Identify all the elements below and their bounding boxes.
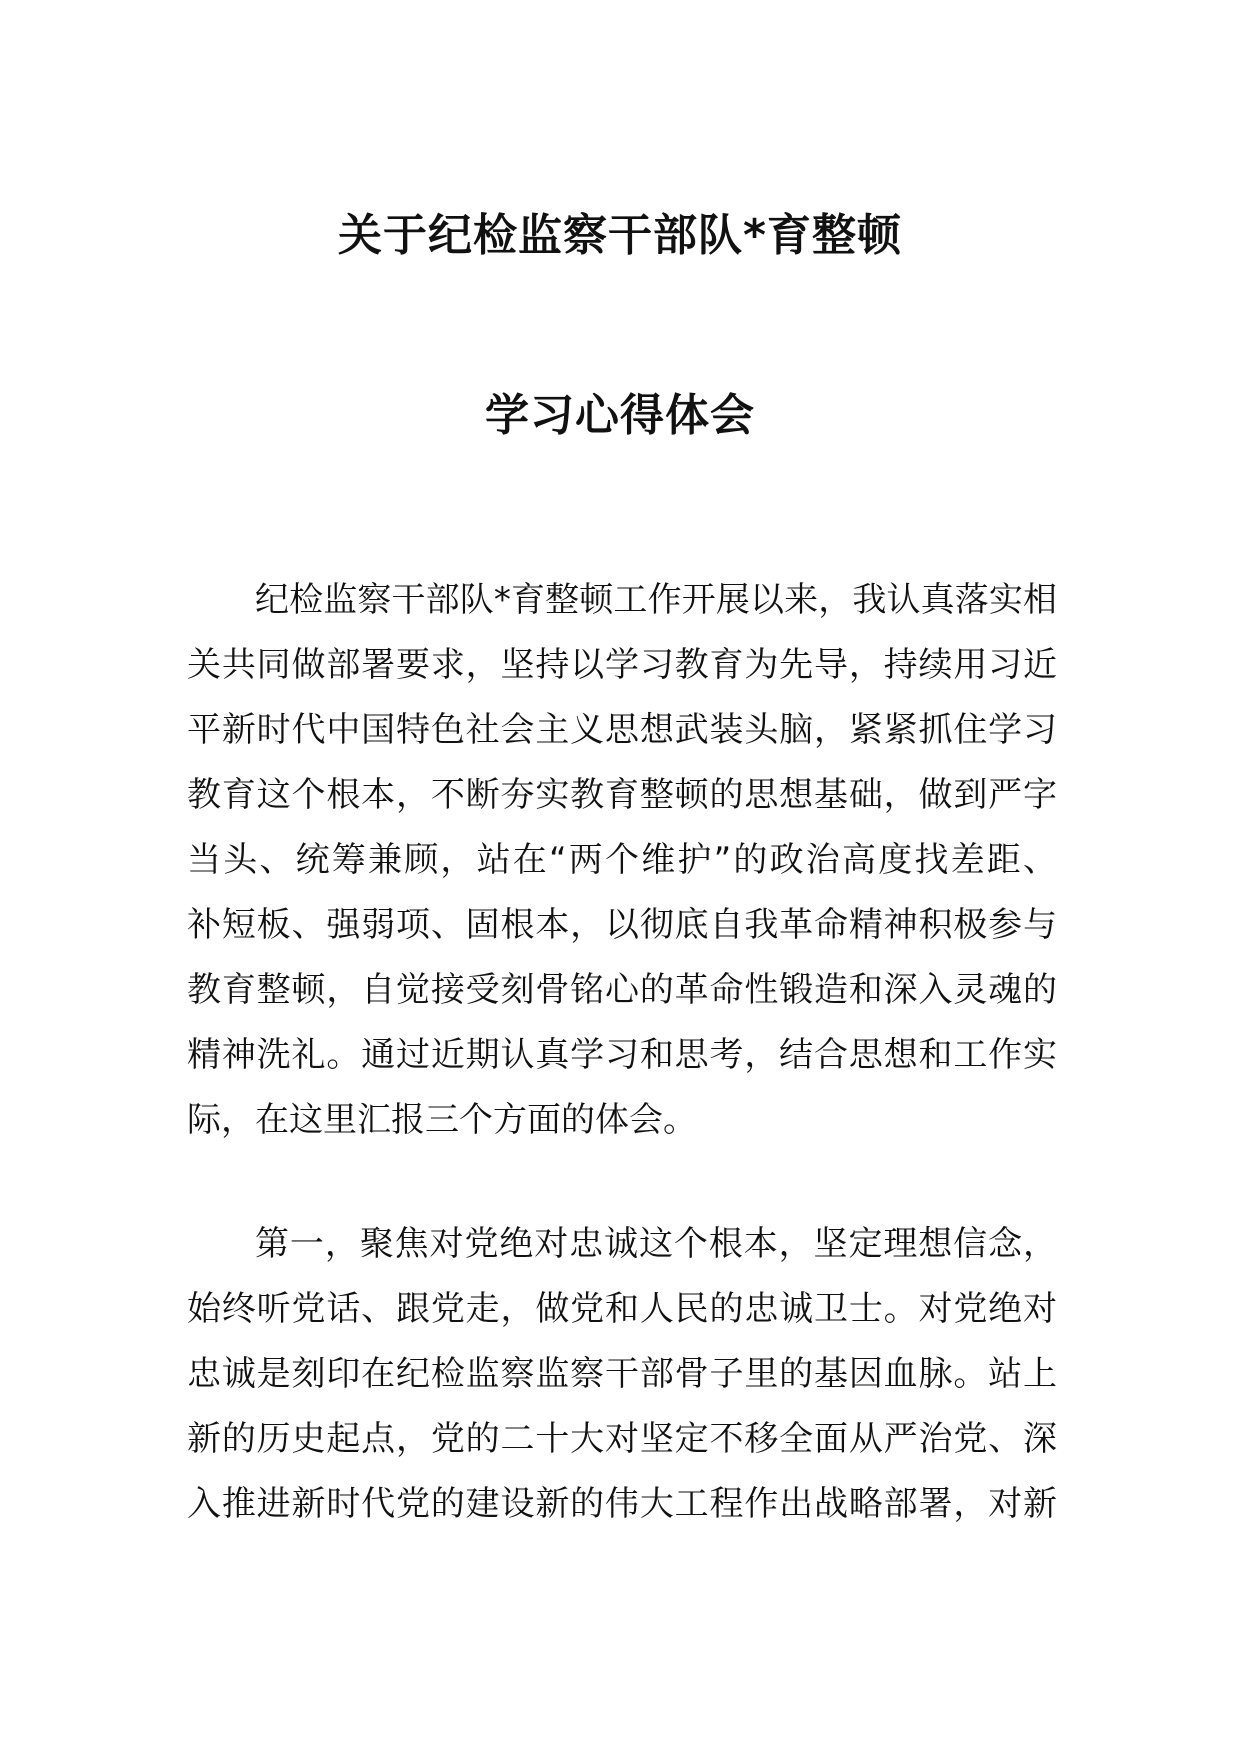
paragraph-line: 关共同做部署要求，坚持以学习教育为先导，持续用习近	[187, 645, 1057, 685]
paragraph-line: 平新时代中国特色社会主义思想武装头脑，紧紧抓住学习	[187, 710, 1057, 750]
document-title-line-2: 学习心得体会	[485, 390, 755, 441]
paragraph-line: 教育这个根本，不断夯实教育整顿的思想基础，做到严字	[187, 775, 1057, 815]
paragraph-line: 教育整顿，自觉接受刻骨铭心的革命性锻造和深入灵魂的	[187, 970, 1057, 1010]
paragraph-line: 第一，聚焦对党绝对忠诚这个根本，坚定理想信念，	[255, 1224, 1057, 1264]
paragraph-line: 际，在这里汇报三个方面的体会。	[187, 1100, 697, 1140]
paragraph-line: 入推进新时代党的建设新的伟大工程作出战略部署，对新	[187, 1484, 1057, 1524]
paragraph-line: 始终听党话、跟党走，做党和人民的忠诚卫士。对党绝对	[187, 1289, 1057, 1329]
paragraph-line: 纪检监察干部队*育整顿工作开展以来，我认真落实相	[255, 580, 1057, 620]
document-title-line-1: 关于纪检监察干部队*育整顿	[337, 210, 902, 261]
paragraph-line: 新的历史起点，党的二十大对坚定不移全面从严治党、深	[187, 1419, 1057, 1459]
paragraph-first-point	[187, 1212, 1057, 1537]
paragraph-intro	[187, 568, 1057, 1153]
paragraph-line: 当头、统筹兼顾，站在“两个维护”的政治高度找差距、	[187, 840, 1057, 880]
paragraph-line: 精神洗礼。通过近期认真学习和思考，结合思想和工作实	[187, 1035, 1057, 1075]
paragraph-line: 忠诚是刻印在纪检监察监察干部骨子里的基因血脉。站上	[187, 1354, 1057, 1394]
paragraph-line: 补短板、强弱项、固根本，以彻底自我革命精神积极参与	[187, 905, 1057, 945]
